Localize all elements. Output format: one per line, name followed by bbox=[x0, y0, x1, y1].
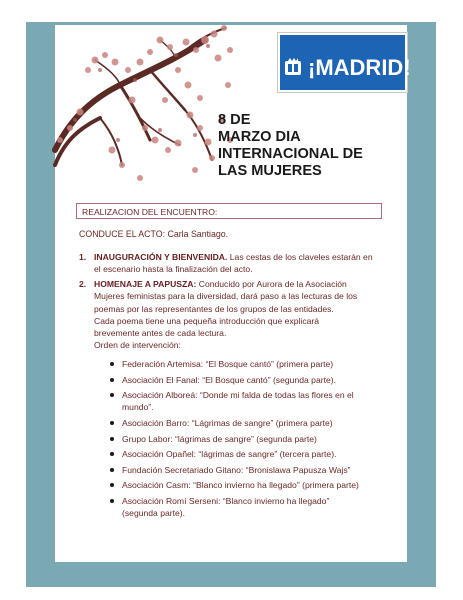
item-text: Orden de intervención: bbox=[94, 340, 181, 351]
list-item bbox=[108, 464, 388, 476]
list-item-text: Federación Artemisa: “El Bosque cantó” (primera parte) bbox=[122, 359, 334, 369]
item-number: 2. bbox=[79, 279, 87, 289]
bullet-dot-icon bbox=[110, 421, 114, 425]
list-item-text: Asociación Barro: “Lágrimas de sangre” (primera parte) bbox=[122, 418, 333, 429]
list-item bbox=[108, 417, 388, 429]
title-line: MARZO DIA bbox=[218, 129, 301, 145]
list-item bbox=[108, 389, 388, 414]
list-item bbox=[108, 479, 388, 491]
title-line: 8 DE bbox=[218, 112, 251, 128]
list-item-text: mundo”. bbox=[122, 402, 154, 413]
item-text: Cada poema tiene una pequeña introducción que explicará bbox=[94, 315, 320, 326]
program-item-2 bbox=[79, 278, 384, 352]
bullet-dot-icon bbox=[110, 499, 114, 503]
list-item-text: Asociación Romí Serseni: “Blanco invierno ha llegado” bbox=[122, 496, 330, 507]
list-item-text: Asociación El Fanal: “El Bosque cantó” (segunda parte). bbox=[122, 374, 337, 385]
section-heading-box: REALIZACION DEL ENCUENTRO: bbox=[76, 203, 382, 219]
intervention-list bbox=[108, 358, 388, 523]
item-heading: HOMENAJE A PAPUSZA: bbox=[94, 279, 197, 289]
list-item bbox=[108, 448, 388, 460]
bullet-dot-icon bbox=[110, 393, 114, 397]
item-heading: INAUGURACIÓN Y BIENVENIDA. bbox=[94, 252, 228, 262]
madrid-crest-icon bbox=[283, 57, 303, 77]
blossom-branch-illustration bbox=[0, 0, 240, 190]
item-text: brevemente antes de cada lectura. bbox=[94, 328, 227, 339]
list-item-text: Grupo Labor: “lágrimas de sangre” (segunda parte) bbox=[122, 433, 317, 444]
bullet-dot-icon bbox=[110, 483, 114, 487]
conduce-text: CONDUCE EL ACTO: Carla Santiago. bbox=[79, 229, 229, 239]
bullet-dot-icon bbox=[110, 362, 114, 366]
item-text: el escenario hasta la finalización del acto. bbox=[94, 264, 253, 275]
list-item bbox=[108, 374, 388, 386]
list-item-text: Asociación Opañel: “lágrimas de sangre” (tercera parte). bbox=[122, 449, 337, 460]
list-item bbox=[108, 433, 388, 445]
item-text: Mujeres feministas para la diversidad, dará paso a las lecturas de los bbox=[94, 291, 358, 302]
item-text: poemas por las representantes de los grupos de las entidades. bbox=[94, 303, 334, 314]
bullet-dot-icon bbox=[110, 437, 114, 441]
list-item-text: (segunda parte). bbox=[122, 508, 186, 519]
bullet-dot-icon bbox=[110, 452, 114, 456]
madrid-logo-text: ¡MADRID! bbox=[308, 55, 411, 80]
item-number: 1. bbox=[79, 252, 87, 262]
bullet-dot-icon bbox=[110, 468, 114, 472]
title-line: INTERNACIONAL DE bbox=[218, 146, 363, 162]
item-text: Las cestas de los claveles estarán en bbox=[229, 252, 373, 262]
list-item-text: Fundación Secretariado Gitano: “Bronislawa Papusza Wajs” bbox=[122, 464, 351, 475]
list-item-text: Asociación Casm: “Blanco invierno ha llegado” (primera parte) bbox=[122, 480, 359, 491]
list-item bbox=[108, 495, 388, 520]
item-text: Conducido por Aurora de la Asociación bbox=[198, 279, 347, 289]
page-title bbox=[218, 112, 378, 180]
program-item-1 bbox=[79, 251, 384, 276]
bullet-dot-icon bbox=[110, 378, 114, 382]
title-line: LAS MUJERES bbox=[218, 163, 322, 179]
list-item bbox=[108, 358, 388, 370]
list-item-text: Asociación Alboreá: “Donde mi falda de todas las flores en el bbox=[122, 390, 354, 401]
